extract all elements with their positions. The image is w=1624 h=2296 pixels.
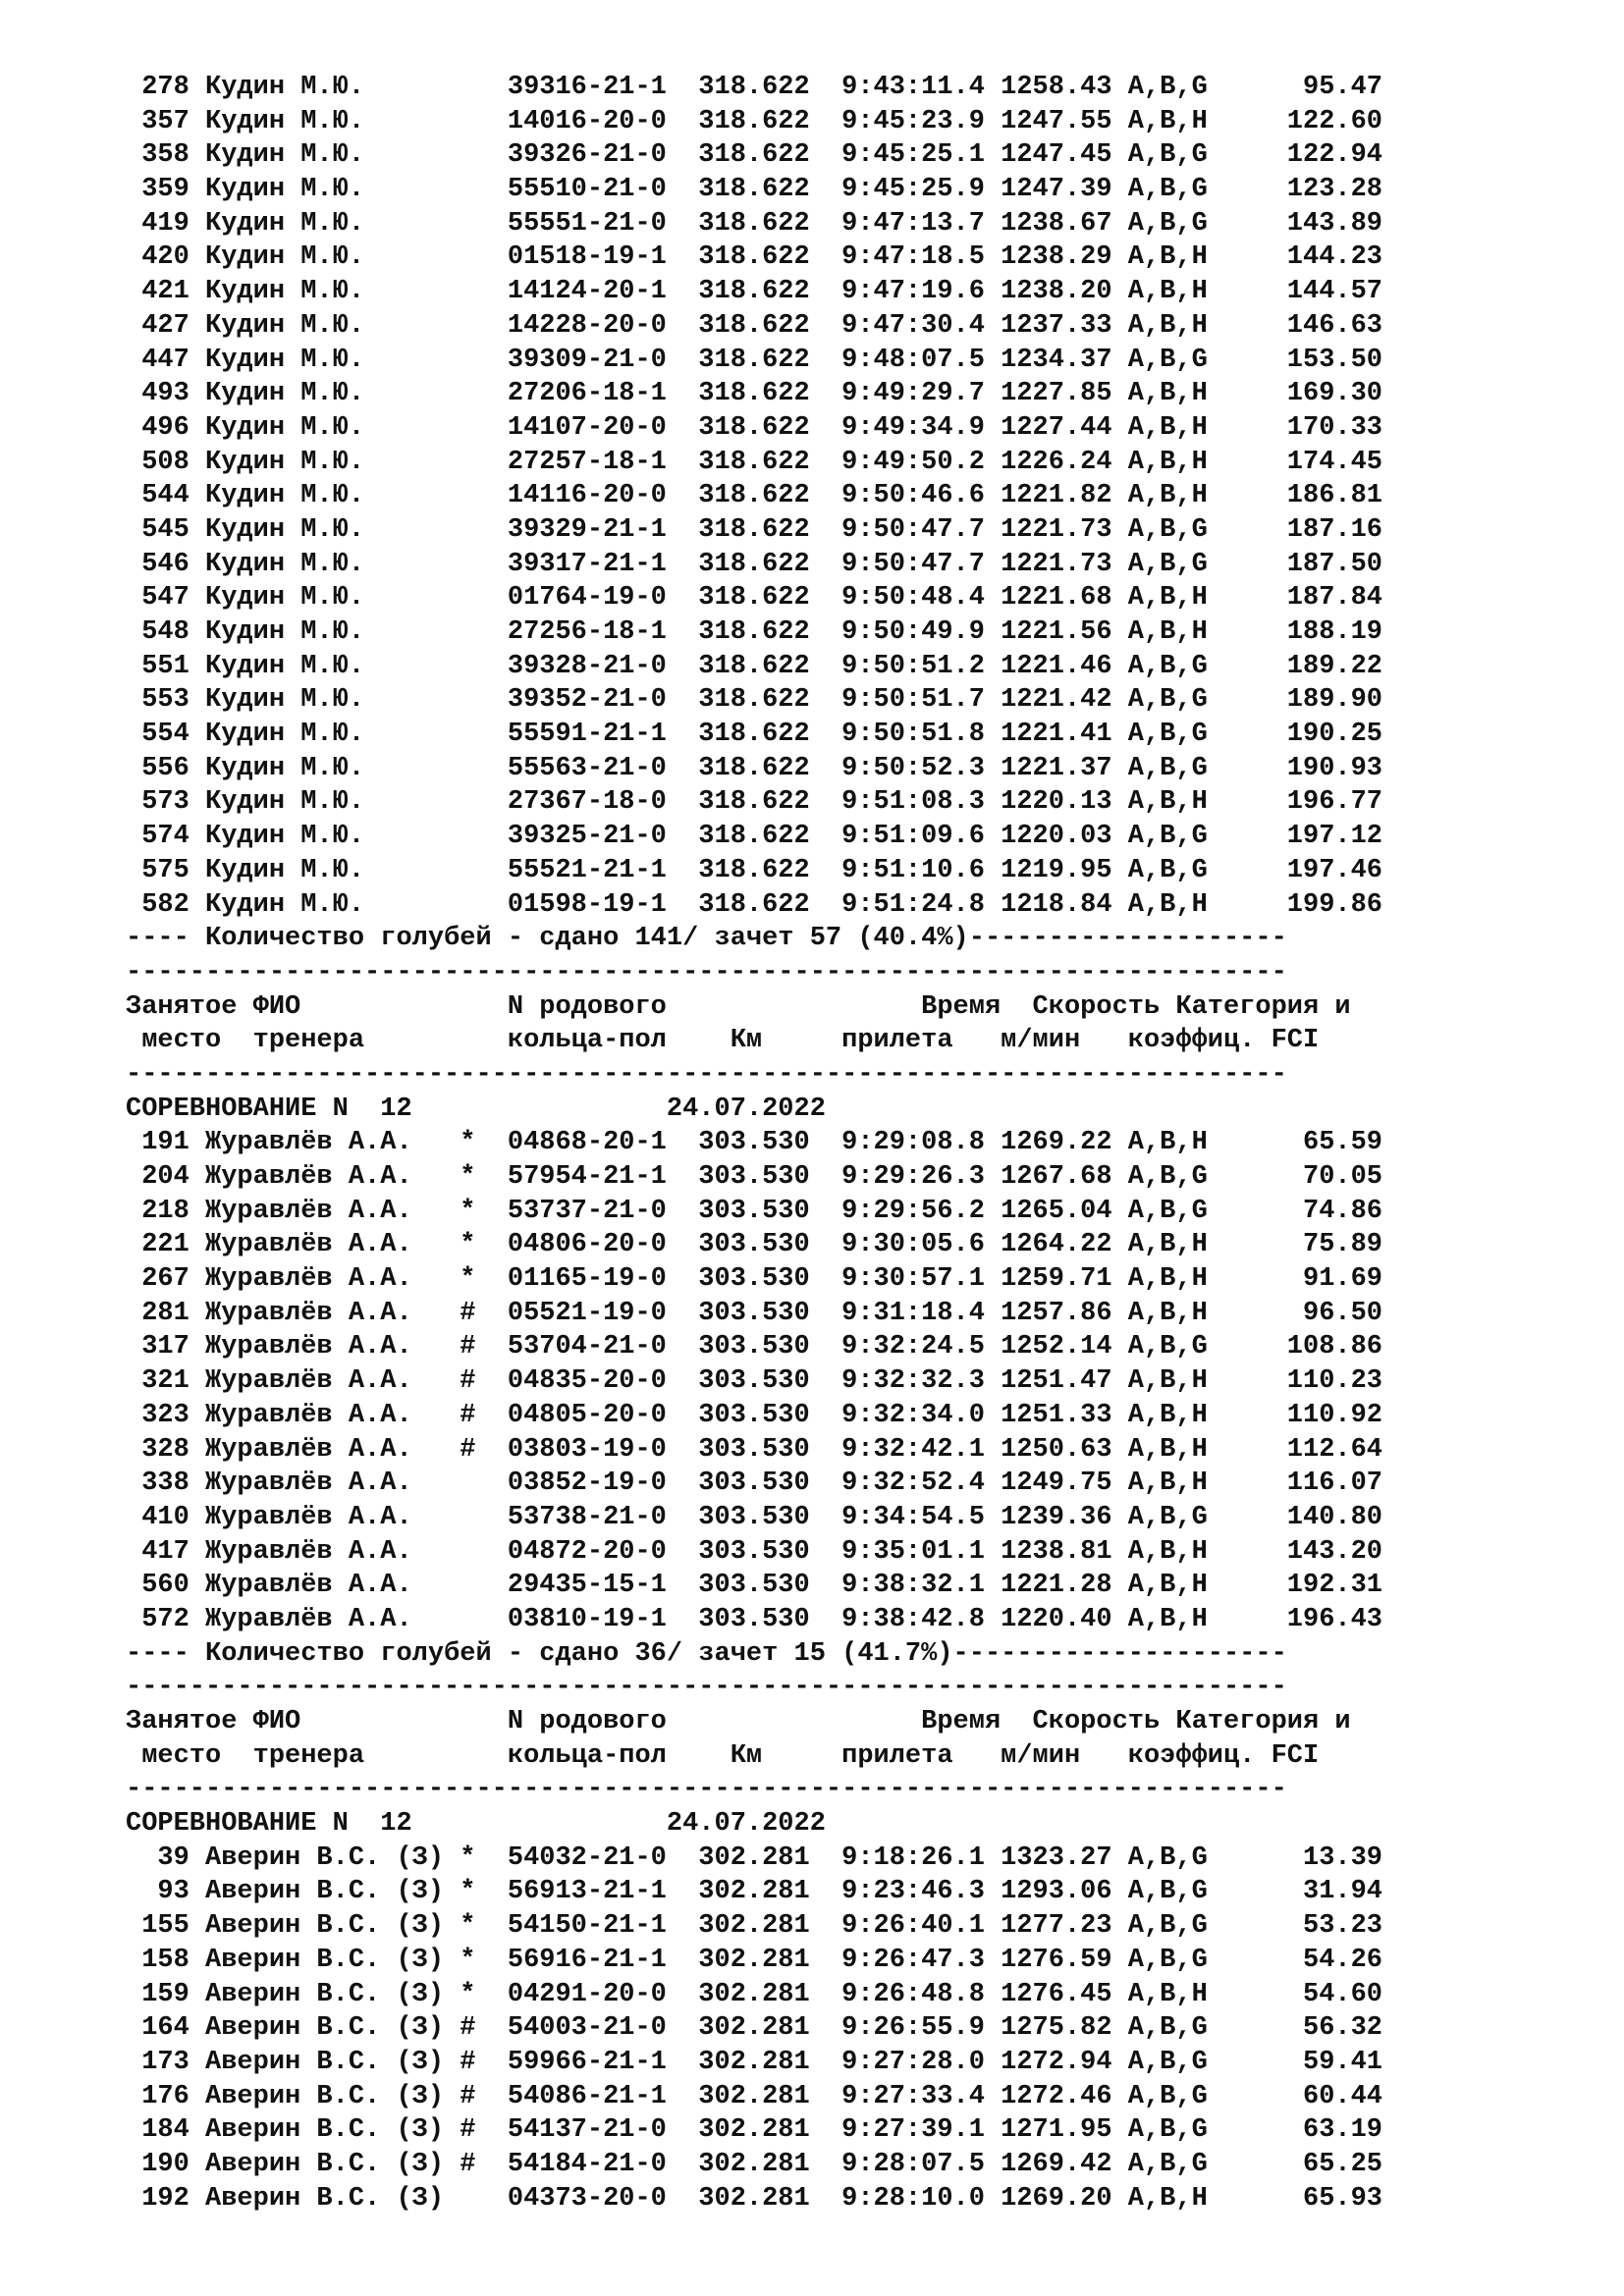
result-row: 359 Кудин М.Ю. 55510-21-0 318.622 9:45:25.9 1247.39 A,B,G 123.28: [126, 175, 1383, 205]
result-row: 278 Кудин М.Ю. 39316-21-1 318.622 9:43:11.4 1258.43 A,B,G 95.47: [126, 73, 1383, 102]
result-row: 218 Журавлёв А.А. * 53737-21-0 303.530 9:29:56.2 1265.04 A,B,G 74.86: [126, 1196, 1383, 1226]
result-row: 508 Кудин М.Ю. 27257-18-1 318.622 9:49:50.2 1226.24 A,B,H 174.45: [126, 447, 1383, 477]
result-row: 421 Кудин М.Ю. 14124-20-1 318.622 9:47:19.6 1238.20 A,B,H 144.57: [126, 277, 1383, 307]
result-row: 545 Кудин М.Ю. 39329-21-1 318.622 9:50:47.7 1221.73 A,B,G 187.16: [126, 514, 1383, 545]
result-row: 155 Аверин В.С. (З) * 54150-21-1 302.281 9:26:40.1 1277.23 A,B,G 53.23: [126, 1911, 1383, 1942]
summary-line: ---- Количество голубей - сдано 141/ зачет 57 (40.4%)--------------------: [126, 924, 1287, 954]
result-row: 544 Кудин М.Ю. 14116-20-0 318.622 9:50:46.6 1221.82 A,B,H 186.81: [126, 481, 1383, 511]
result-row: 546 Кудин М.Ю. 39317-21-1 318.622 9:50:47.7 1221.73 A,B,G 187.50: [126, 549, 1383, 579]
result-row: 410 Журавлёв А.А. 53738-21-0 303.530 9:34:54.5 1239.36 A,B,G 140.80: [126, 1502, 1383, 1532]
results-document: [126, 71, 1598, 2216]
column-header-line: место тренера кольца-пол Км прилета м/мин коэффиц. FCI: [126, 1026, 1320, 1056]
result-row: 192 Аверин В.С. (З) 04373-20-0 302.281 9:28:10.0 1269.20 A,B,H 65.93: [126, 2183, 1383, 2214]
result-row: 548 Кудин М.Ю. 27256-18-1 318.622 9:50:49.9 1221.56 A,B,H 188.19: [126, 617, 1383, 647]
result-row: 164 Аверин В.С. (З) # 54003-21-0 302.281 9:26:55.9 1275.82 A,B,G 56.32: [126, 2013, 1383, 2044]
column-header-line: Занятое ФИО N родового Время Скорость Категория и: [126, 991, 1351, 1022]
competition-title-line: СОРЕВНОВАНИЕ N 12 24.07.2022: [126, 1094, 826, 1124]
result-row: 358 Кудин М.Ю. 39326-21-0 318.622 9:45:25.1 1247.45 A,B,G 122.94: [126, 140, 1383, 171]
result-row: 575 Кудин М.Ю. 55521-21-1 318.622 9:51:10.6 1219.95 A,B,G 197.46: [126, 855, 1383, 885]
column-header-line: Занятое ФИО N родового Время Скорость Категория и: [126, 1707, 1351, 1736]
result-row: 338 Журавлёв А.А. 03852-19-0 303.530 9:32:52.4 1249.75 A,B,H 116.07: [126, 1468, 1383, 1499]
result-row: 221 Журавлёв А.А. * 04806-20-0 303.530 9:30:05.6 1264.22 A,B,H 75.89: [126, 1230, 1383, 1260]
result-row: 496 Кудин М.Ю. 14107-20-0 318.622 9:49:34.9 1227.44 A,B,H 170.33: [126, 412, 1383, 443]
competition-title-line: СОРЕВНОВАНИЕ N 12 24.07.2022: [126, 1809, 826, 1840]
result-row: 321 Журавлёв А.А. # 04835-20-0 303.530 9:32:32.3 1251.47 A,B,H 110.23: [126, 1366, 1383, 1397]
result-row: 184 Аверин В.С. (З) # 54137-21-0 302.281 9:27:39.1 1271.95 A,B,G 63.19: [126, 2115, 1383, 2146]
result-row: 93 Аверин В.С. (З) * 56913-21-1 302.281 9:23:46.3 1293.06 A,B,G 31.94: [126, 1877, 1383, 1907]
result-row: 281 Журавлёв А.А. # 05521-19-0 303.530 9:31:18.4 1257.86 A,B,H 96.50: [126, 1298, 1383, 1328]
result-row: 317 Журавлёв А.А. # 53704-21-0 303.530 9:32:24.5 1252.14 A,B,G 108.86: [126, 1332, 1383, 1362]
column-header-line: место тренера кольца-пол Км прилета м/мин коэффиц. FCI: [126, 1740, 1320, 1771]
result-row: 553 Кудин М.Ю. 39352-21-0 318.622 9:50:51.7 1221.42 A,B,G 189.90: [126, 685, 1383, 716]
result-row: 582 Кудин М.Ю. 01598-19-1 318.622 9:51:24.8 1218.84 A,B,H 199.86: [126, 889, 1383, 920]
separator-line: -------------------------------------------------------------------------: [126, 1775, 1287, 1805]
result-row: 493 Кудин М.Ю. 27206-18-1 318.622 9:49:29.7 1227.85 A,B,H 169.30: [126, 379, 1383, 409]
result-row: 39 Аверин В.С. (З) * 54032-21-0 302.281 9:18:26.1 1323.27 A,B,G 13.39: [126, 1842, 1383, 1873]
result-row: 173 Аверин В.С. (З) # 59966-21-1 302.281 9:27:28.0 1272.94 A,B,G 59.41: [126, 2047, 1383, 2077]
result-row: 158 Аверин В.С. (З) * 56916-21-1 302.281 9:26:47.3 1276.59 A,B,G 54.26: [126, 1945, 1383, 1975]
result-row: 556 Кудин М.Ю. 55563-21-0 318.622 9:50:52.3 1221.37 A,B,G 190.93: [126, 753, 1383, 783]
result-row: 560 Журавлёв А.А. 29435-15-1 303.530 9:38:32.1 1221.28 A,B,H 192.31: [126, 1571, 1383, 1601]
result-row: 176 Аверин В.С. (З) # 54086-21-1 302.281 9:27:33.4 1272.46 A,B,G 60.44: [126, 2081, 1383, 2111]
result-row: 357 Кудин М.Ю. 14016-20-0 318.622 9:45:23.9 1247.55 A,B,H 122.60: [126, 106, 1383, 136]
summary-line: ---- Количество голубей - сдано 36/ зачет 15 (41.7%)---------------------: [126, 1638, 1287, 1669]
result-row: 427 Кудин М.Ю. 14228-20-0 318.622 9:47:30.4 1237.33 A,B,H 146.63: [126, 310, 1383, 341]
result-row: 328 Журавлёв А.А. # 03803-19-0 303.530 9:32:42.1 1250.63 A,B,H 112.64: [126, 1434, 1383, 1465]
result-row: 572 Журавлёв А.А. 03810-19-1 303.530 9:38:42.8 1220.40 A,B,H 196.43: [126, 1604, 1383, 1634]
separator-line: -------------------------------------------------------------------------: [126, 957, 1287, 988]
result-row: 267 Журавлёв А.А. * 01165-19-0 303.530 9:30:57.1 1259.71 A,B,H 91.69: [126, 1264, 1383, 1295]
result-row: 417 Журавлёв А.А. 04872-20-0 303.530 9:35:01.1 1238.81 A,B,H 143.20: [126, 1536, 1383, 1567]
result-row: 547 Кудин М.Ю. 01764-19-0 318.622 9:50:48.4 1221.68 A,B,H 187.84: [126, 583, 1383, 614]
separator-line: -------------------------------------------------------------------------: [126, 1673, 1287, 1703]
result-row: 204 Журавлёв А.А. * 57954-21-1 303.530 9:29:26.3 1267.68 A,B,G 70.05: [126, 1162, 1383, 1192]
result-row: 191 Журавлёв А.А. * 04868-20-1 303.530 9:29:08.8 1269.22 A,B,H 65.59: [126, 1128, 1383, 1158]
separator-line: -------------------------------------------------------------------------: [126, 1059, 1287, 1090]
result-row: 573 Кудин М.Ю. 27367-18-0 318.622 9:51:08.3 1220.13 A,B,H 196.77: [126, 787, 1383, 818]
result-row: 190 Аверин В.С. (З) # 54184-21-0 302.281 9:28:07.5 1269.42 A,B,G 65.25: [126, 2149, 1383, 2179]
result-row: 447 Кудин М.Ю. 39309-21-0 318.622 9:48:07.5 1234.37 A,B,G 153.50: [126, 345, 1383, 375]
result-row: 551 Кудин М.Ю. 39328-21-0 318.622 9:50:51.2 1221.46 A,B,G 189.22: [126, 651, 1383, 681]
result-row: 159 Аверин В.С. (З) * 04291-20-0 302.281 9:26:48.8 1276.45 A,B,H 54.60: [126, 1979, 1383, 2009]
result-row: 419 Кудин М.Ю. 55551-21-0 318.622 9:47:13.7 1238.67 A,B,G 143.89: [126, 208, 1383, 239]
result-row: 323 Журавлёв А.А. # 04805-20-0 303.530 9:32:34.0 1251.33 A,B,H 110.92: [126, 1400, 1383, 1430]
result-row: 574 Кудин М.Ю. 39325-21-0 318.622 9:51:09.6 1220.03 A,B,G 197.12: [126, 822, 1383, 852]
result-row: 554 Кудин М.Ю. 55591-21-1 318.622 9:50:51.8 1221.41 A,B,G 190.25: [126, 720, 1383, 750]
result-row: 420 Кудин М.Ю. 01518-19-1 318.622 9:47:18.5 1238.29 A,B,H 144.23: [126, 242, 1383, 273]
